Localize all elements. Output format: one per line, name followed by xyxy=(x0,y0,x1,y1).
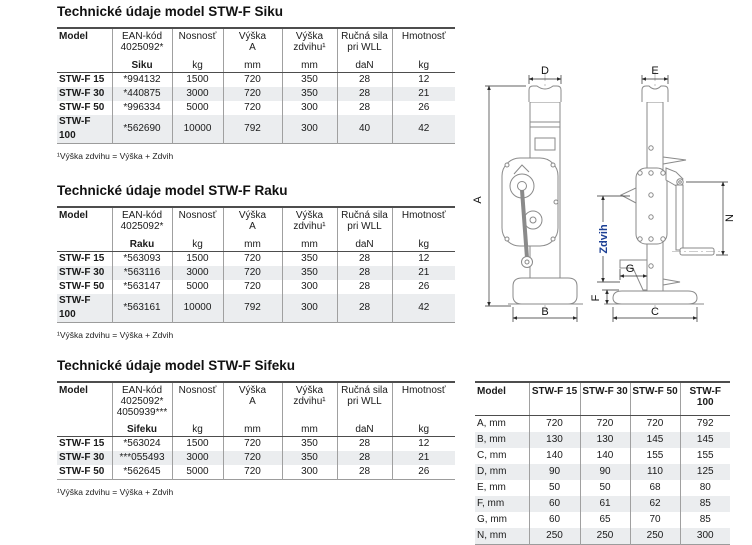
cell: 40 xyxy=(337,115,392,144)
column-header-ean xyxy=(112,207,172,252)
unit-label: mm xyxy=(301,424,318,435)
column-header-model: Model xyxy=(475,382,529,416)
brand-label: Siku xyxy=(131,60,153,71)
cell: 350 xyxy=(282,451,337,465)
column-header-stwf50: STW-F 50 xyxy=(630,382,680,416)
cell: 720 xyxy=(223,451,282,465)
column-header-hand-force xyxy=(337,28,392,73)
table-row xyxy=(57,101,455,115)
column-header-height xyxy=(223,382,282,437)
table-row xyxy=(475,480,730,496)
table-row xyxy=(475,464,730,480)
cell: 61 xyxy=(580,496,630,512)
footnote: ¹Výška zdvihu = Výška + Zdvih xyxy=(57,330,174,340)
cell: *563147 xyxy=(112,280,172,294)
cell: STW-F 50 xyxy=(59,281,105,292)
unit-label: kg xyxy=(418,239,430,250)
brand-label: Sifeku xyxy=(126,424,157,435)
header-line: Ručná sila xyxy=(341,385,388,396)
cell: 140 xyxy=(580,448,630,464)
header-line: zdvihu¹ xyxy=(293,42,326,53)
header-line: 4050939*** xyxy=(116,407,168,418)
header-line: Hmotnosť xyxy=(401,210,446,221)
cell: 10000 xyxy=(172,115,223,144)
cell: 85 xyxy=(680,512,730,528)
cell: 125 xyxy=(680,464,730,480)
cell: 12 xyxy=(392,73,455,88)
cell: 720 xyxy=(223,437,282,452)
cell: 720 xyxy=(223,280,282,294)
cell: 3000 xyxy=(172,266,223,280)
table-row xyxy=(475,448,730,464)
cell: 21 xyxy=(392,87,455,101)
table-header xyxy=(57,28,455,73)
header-line: A xyxy=(249,42,256,53)
cell: 26 xyxy=(392,280,455,294)
unit-label: daN xyxy=(355,60,374,71)
cell: 155 xyxy=(680,448,730,464)
cell: 3000 xyxy=(172,87,223,101)
cell: STW-F 100 xyxy=(59,116,91,141)
table-body xyxy=(57,73,455,144)
cell: 50 xyxy=(580,480,630,496)
cell: 85 xyxy=(680,496,730,512)
cell: *563161 xyxy=(112,294,172,323)
header-line: Výška xyxy=(295,210,324,221)
cell: 65 xyxy=(580,512,630,528)
cell: 28 xyxy=(337,266,392,280)
header-line: EAN-kód xyxy=(121,31,162,42)
cell: N, mm xyxy=(477,530,507,541)
cell: 720 xyxy=(223,266,282,280)
header-line: Výška xyxy=(238,210,267,221)
column-header-ean xyxy=(112,28,172,73)
cell: 350 xyxy=(282,252,337,267)
cell: 80 xyxy=(680,480,730,496)
column-header-height xyxy=(223,207,282,252)
header-line: A xyxy=(249,396,256,407)
cell: 26 xyxy=(392,465,455,480)
section-siku xyxy=(57,4,455,161)
cell: B, mm xyxy=(477,434,506,445)
table-body xyxy=(57,252,455,323)
cell: 792 xyxy=(223,115,282,144)
cell: 140 xyxy=(529,448,580,464)
section-sifeku xyxy=(57,358,455,497)
dimension-label-d: D xyxy=(541,65,549,77)
cell: 250 xyxy=(529,528,580,545)
footnote: ¹Výška zdvihu = Výška + Zdvih xyxy=(57,487,174,497)
header-line: Nosnosť xyxy=(178,210,217,221)
cell: 42 xyxy=(392,294,455,323)
header-line: Výška xyxy=(238,385,267,396)
column-header-ean xyxy=(112,382,172,437)
cell: 26 xyxy=(392,101,455,115)
technical-drawing xyxy=(470,56,752,358)
cell: 90 xyxy=(529,464,580,480)
jack-drawing-svg xyxy=(470,56,752,358)
unit-label: mm xyxy=(301,239,318,250)
unit-label: mm xyxy=(301,60,318,71)
section-title-raku: Technické údaje model STW-F Raku xyxy=(57,183,288,198)
table-row xyxy=(57,280,455,294)
cell: 720 xyxy=(529,416,580,433)
dimension-label-e: E xyxy=(651,65,659,77)
spec-table-sifeku xyxy=(57,381,455,480)
header-line: pri WLL xyxy=(347,221,382,232)
table-row xyxy=(57,87,455,101)
column-header-lift-height xyxy=(282,382,337,437)
unit-label: mm xyxy=(244,60,261,71)
cell: 60 xyxy=(529,512,580,528)
cell: F, mm xyxy=(477,498,505,509)
column-header-hand-force xyxy=(337,382,392,437)
cell: 300 xyxy=(282,465,337,480)
cell: 350 xyxy=(282,266,337,280)
header-line: Výška xyxy=(295,385,324,396)
cell: 350 xyxy=(282,437,337,452)
cell: *996334 xyxy=(112,101,172,115)
table-row xyxy=(57,266,455,280)
cell: 300 xyxy=(282,294,337,323)
cell: *562645 xyxy=(112,465,172,480)
cell: 5000 xyxy=(172,465,223,480)
cell: 10000 xyxy=(172,294,223,323)
cell: 110 xyxy=(630,464,680,480)
cell: E, mm xyxy=(477,482,506,493)
cell: 130 xyxy=(580,432,630,448)
dimension-label-a: A xyxy=(472,196,484,204)
section-title-siku: Technické údaje model STW-F Siku xyxy=(57,4,284,19)
spec-table-siku xyxy=(57,27,455,144)
column-header-stwf15: STW-F 15 xyxy=(529,382,580,416)
brand-label: Raku xyxy=(129,239,155,250)
unit-label: kg xyxy=(192,60,203,71)
jack-front-view xyxy=(502,72,583,311)
header-line: 4025092* xyxy=(120,42,164,53)
cell: 720 xyxy=(223,252,282,267)
cell: 12 xyxy=(392,437,455,452)
cell: 350 xyxy=(282,73,337,88)
cell: 720 xyxy=(223,101,282,115)
dimensions-table xyxy=(475,381,730,545)
unit-label: mm xyxy=(244,239,261,250)
column-header-lift-height xyxy=(282,207,337,252)
cell: 720 xyxy=(223,87,282,101)
table-body xyxy=(475,416,730,545)
cell: 720 xyxy=(630,416,680,433)
cell: 28 xyxy=(337,465,392,480)
table-row xyxy=(57,465,455,480)
header-line: 4025092* xyxy=(120,221,164,232)
jack-side-view xyxy=(604,72,724,311)
header-line: zdvihu¹ xyxy=(293,221,326,232)
table-row xyxy=(57,294,455,323)
header-line: Ručná sila xyxy=(341,31,388,42)
table-row xyxy=(57,73,455,88)
cell: 155 xyxy=(630,448,680,464)
column-header-model: Model xyxy=(57,28,112,73)
header-line: 4025092* xyxy=(120,396,164,407)
dimension-label-b: B xyxy=(541,306,549,318)
unit-label: kg xyxy=(418,60,430,71)
cell: 5000 xyxy=(172,101,223,115)
header-line: zdvihu¹ xyxy=(293,396,326,407)
cell: 1500 xyxy=(172,252,223,267)
column-header-weight xyxy=(392,382,455,437)
dimension-label-n: N xyxy=(724,214,736,222)
cell: STW-F 30 xyxy=(59,267,105,278)
column-header-stwf30: STW-F 30 xyxy=(580,382,630,416)
cell: *440875 xyxy=(112,87,172,101)
cell: 28 xyxy=(337,280,392,294)
cell: 1500 xyxy=(172,73,223,88)
table-header xyxy=(57,207,455,252)
cell: 21 xyxy=(392,266,455,280)
cell: ***055493 xyxy=(112,451,172,465)
stroke-dimension-label: Zdvih xyxy=(598,224,610,254)
table-row xyxy=(57,115,455,144)
cell: 28 xyxy=(337,87,392,101)
table-row xyxy=(475,512,730,528)
cell: 300 xyxy=(680,528,730,545)
header-line: Hmotnosť xyxy=(401,31,446,42)
cell: 300 xyxy=(282,280,337,294)
cell: 300 xyxy=(282,115,337,144)
header-line: pri WLL xyxy=(347,42,382,53)
table-row xyxy=(475,528,730,545)
table-row xyxy=(475,432,730,448)
table-header xyxy=(475,382,730,416)
spec-table-raku xyxy=(57,206,455,323)
cell: *562690 xyxy=(112,115,172,144)
cell: 28 xyxy=(337,252,392,267)
table-header xyxy=(57,382,455,437)
cell: 720 xyxy=(223,465,282,480)
cell: 50 xyxy=(529,480,580,496)
cell: STW-F 50 xyxy=(59,102,105,113)
table-row xyxy=(475,496,730,512)
cell: 250 xyxy=(580,528,630,545)
unit-label: kg xyxy=(192,239,203,250)
header-line: pri WLL xyxy=(347,396,382,407)
cell: 1500 xyxy=(172,437,223,452)
cell: 250 xyxy=(630,528,680,545)
cell: 28 xyxy=(337,294,392,323)
dimension-label-c: C xyxy=(651,306,659,318)
cell: 42 xyxy=(392,115,455,144)
cell: 70 xyxy=(630,512,680,528)
cell: *563093 xyxy=(112,252,172,267)
header-line: Hmotnosť xyxy=(401,385,446,396)
cell: STW-F 15 xyxy=(59,74,105,85)
header-line: Nosnosť xyxy=(178,385,217,396)
cell: 5000 xyxy=(172,280,223,294)
cell: 300 xyxy=(282,101,337,115)
header-line: EAN-kód xyxy=(121,385,162,396)
cell: 28 xyxy=(337,451,392,465)
cell: D, mm xyxy=(477,466,507,477)
column-header-hand-force xyxy=(337,207,392,252)
cell: 720 xyxy=(580,416,630,433)
dimension-label-g: G xyxy=(625,263,635,275)
column-header-capacity xyxy=(172,207,223,252)
cell: 130 xyxy=(529,432,580,448)
cell: 68 xyxy=(630,480,680,496)
cell: 28 xyxy=(337,101,392,115)
cell: 720 xyxy=(223,73,282,88)
cell: STW-F 30 xyxy=(59,452,105,463)
cell: STW-F 15 xyxy=(59,253,105,264)
cell: STW-F 30 xyxy=(59,88,105,99)
column-header-height xyxy=(223,28,282,73)
section-title-sifeku: Technické údaje model STW-F Sifeku xyxy=(57,358,296,373)
cell: C, mm xyxy=(477,450,507,461)
table-row xyxy=(475,416,730,433)
unit-label: kg xyxy=(418,424,430,435)
cell: 28 xyxy=(337,73,392,88)
cell: STW-F 15 xyxy=(59,438,105,449)
table-row xyxy=(57,437,455,452)
column-header-weight xyxy=(392,28,455,73)
column-header-weight xyxy=(392,207,455,252)
cell: *563024 xyxy=(112,437,172,452)
unit-label: daN xyxy=(355,424,374,435)
cell: 12 xyxy=(392,252,455,267)
cell: STW-F 100 xyxy=(59,295,91,320)
cell: 3000 xyxy=(172,451,223,465)
cell: *994132 xyxy=(112,73,172,88)
column-header-capacity xyxy=(172,28,223,73)
table-body xyxy=(57,437,455,480)
cell: 90 xyxy=(580,464,630,480)
cell: 28 xyxy=(337,437,392,452)
unit-label: kg xyxy=(192,424,203,435)
header-line: A xyxy=(249,221,256,232)
table-row xyxy=(57,451,455,465)
header-line: Výška xyxy=(238,31,267,42)
column-header-stwf100: STW-F 100 xyxy=(680,382,730,416)
cell: G, mm xyxy=(477,514,507,525)
column-header-capacity xyxy=(172,382,223,437)
column-header-model: Model xyxy=(57,382,112,437)
cell: 145 xyxy=(630,432,680,448)
cell: 792 xyxy=(680,416,730,433)
dimension-label-f: F xyxy=(590,294,602,302)
cell: 792 xyxy=(223,294,282,323)
cell: 21 xyxy=(392,451,455,465)
dimensions-table-wrap xyxy=(475,381,730,545)
cell: *563116 xyxy=(112,266,172,280)
section-raku xyxy=(57,183,455,340)
header-line: Ručná sila xyxy=(341,210,388,221)
header-line: Nosnosť xyxy=(178,31,217,42)
header-line: Výška xyxy=(295,31,324,42)
header-line: EAN-kód xyxy=(121,210,162,221)
footnote: ¹Výška zdvihu = Výška + Zdvih xyxy=(57,151,174,161)
cell: 62 xyxy=(630,496,680,512)
cell: A, mm xyxy=(477,418,506,429)
table-row xyxy=(57,252,455,267)
cell: 350 xyxy=(282,87,337,101)
unit-label: daN xyxy=(355,239,374,250)
unit-label: mm xyxy=(244,424,261,435)
column-header-model: Model xyxy=(57,207,112,252)
cell: 60 xyxy=(529,496,580,512)
cell: 145 xyxy=(680,432,730,448)
column-header-lift-height xyxy=(282,28,337,73)
cell: STW-F 50 xyxy=(59,466,105,477)
